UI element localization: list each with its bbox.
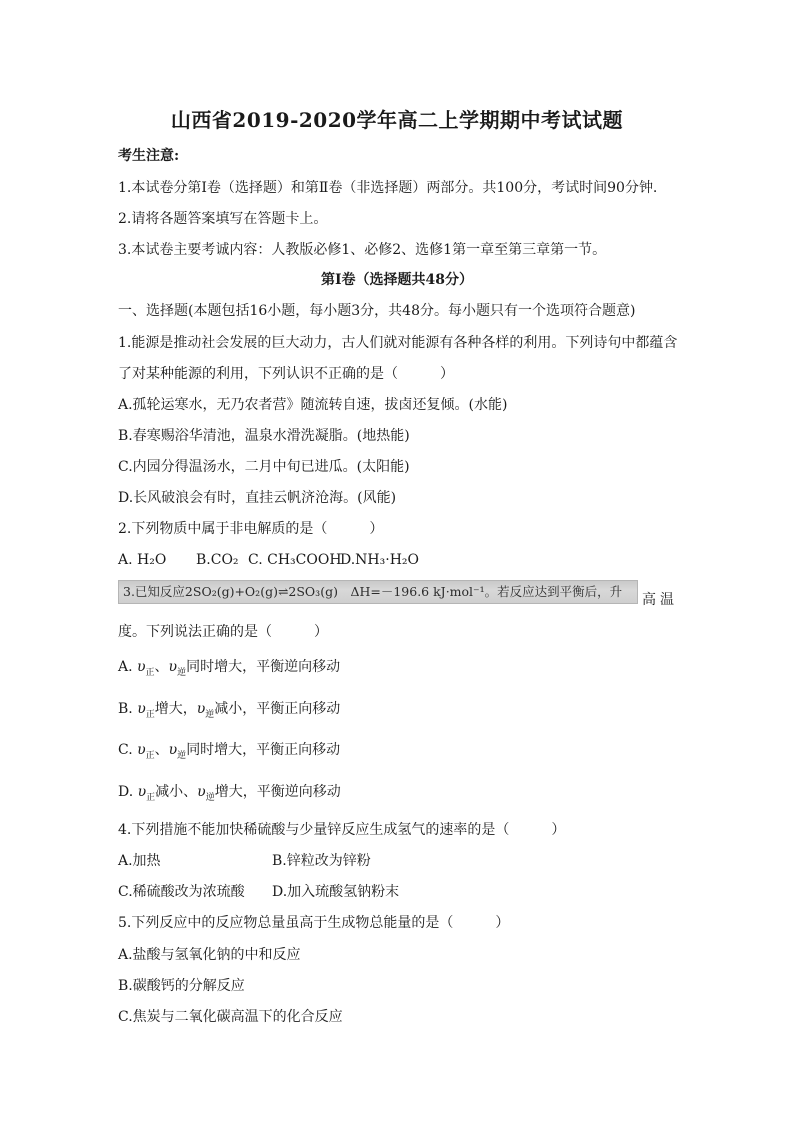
q5-option-b: B.碳酸钙的分解反应 bbox=[118, 978, 245, 994]
notice-item: 2.请将各题答案填写在答题卡上。 bbox=[118, 211, 328, 227]
section-heading: 第Ⅰ卷（选择题共48分） bbox=[320, 272, 474, 288]
notice-item: 1.本试卷分第Ⅰ卷（选择题）和第Ⅱ卷（非选择题）两部分。共100分，考试时间90分钟. bbox=[118, 180, 658, 196]
q3-scanned-stem-image bbox=[118, 580, 638, 604]
q4-stem: 4.下列措施不能加快稀硫酸与少量锌反应生成氢气的速率的是（ ） bbox=[118, 822, 566, 838]
q1-stem: 了对某种能源的利用，下列认识不正确的是（ ） bbox=[118, 366, 454, 382]
q3-stem-continuation: 高温 bbox=[642, 592, 678, 608]
q4-option-a: A.加热 bbox=[118, 853, 161, 869]
q3-option-a: A. $\upsilon_正$、$\upsilon_逆$同时增大，平衡逆向移动 bbox=[118, 659, 341, 678]
q1-option-c: C.内园分得温汤水，二月中旬已进瓜。(太阳能) bbox=[118, 459, 410, 475]
notice-item: 3.本试卷主要考诚内容：人教版必修1、必修2、选修1第一章至第三章第一节。 bbox=[118, 242, 607, 258]
q2-option-d: D.NH₃·H₂O bbox=[340, 552, 419, 568]
q3-stem: 度。下列说法正确的是（ ） bbox=[118, 624, 328, 640]
q2-option-a: A. H₂O bbox=[118, 552, 167, 568]
part-intro: 一、选择题(本题包括16小题，每小题3分，共48分。每小题只有一个选项符合题意) bbox=[118, 303, 636, 319]
q2-stem: 2.下列物质中属于非电解质的是（ ） bbox=[118, 521, 384, 537]
q5-stem: 5.下列反应中的反应物总量虽高于生成物总能量的是（ ） bbox=[118, 915, 510, 931]
q1-option-b: B.春寒赐浴华清池，温泉水滑洗凝脂。(地热能) bbox=[118, 428, 410, 444]
q4-option-b: B.锌粒改为锌粉 bbox=[272, 853, 371, 869]
q3-option-c: C. $\upsilon_正$、$\upsilon_逆$同时增大，平衡正向移动 bbox=[118, 742, 341, 761]
q1-option-a: A.孤轮运寒水，无乃农者营》随流转自速，拔卤还复倾。(水能) bbox=[118, 397, 508, 413]
q5-option-a: A.盐酸与氢氧化钠的中和反应 bbox=[118, 947, 301, 963]
q1-stem: 1.能源是推动社会发展的巨大动力，古人们就对能源有各种各样的利用。下列诗句中都蕴含 bbox=[118, 335, 678, 351]
q5-option-c: C.焦炭与二氧化碳高温下的化合反应 bbox=[118, 1009, 343, 1025]
q4-option-c: C.稀硫酸改为浓琉酸 bbox=[118, 884, 245, 900]
q3-image-text: 3.已知反应2SO₂(g)+O₂(g)⇌2SO₃(g) ΔH=－196.6 kJ·mol⁻¹。若反应达到平衡后，升 bbox=[123, 584, 623, 599]
q4-option-d: D.加入琉酸氢钠粉末 bbox=[272, 884, 400, 900]
page-title: 山西省2019-2020学年高二上学期期中考试试题 bbox=[170, 108, 624, 132]
q2-option-b: B.CO₂ bbox=[196, 552, 239, 568]
q3-option-b: B. $\upsilon_正$增大，$\upsilon_逆$减小，平衡正向移动 bbox=[118, 701, 341, 720]
q3-option-d: D. $\upsilon_正$减小、$\upsilon_逆$增大，平衡逆向移动 bbox=[118, 784, 341, 803]
notice-heading: 考生注意: bbox=[118, 148, 180, 164]
q2-option-c: C. CH₃COOH bbox=[248, 552, 342, 568]
q1-option-d: D.长风破浪会有时，直挂云帆济沧海。(风能) bbox=[118, 490, 397, 506]
